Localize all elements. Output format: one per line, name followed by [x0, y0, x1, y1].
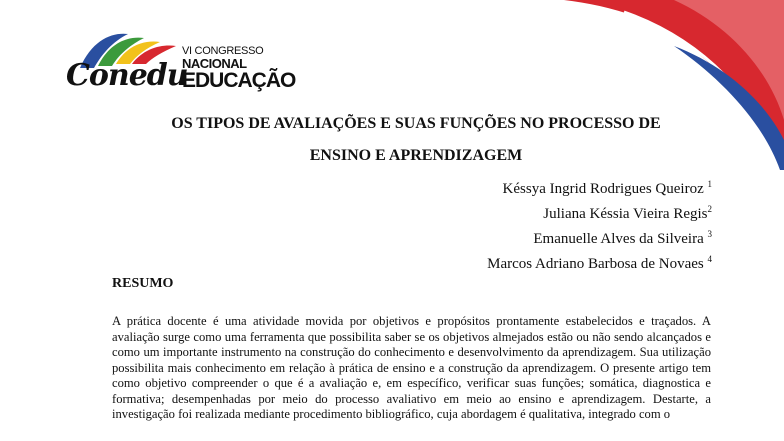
paper-title-line2: ENSINO E APRENDIZAGEM — [309, 147, 523, 164]
author-2: Juliana Késsia Vieira Regis$^2$ — [543, 204, 712, 222]
corner-decoration — [524, 0, 784, 170]
logo-line1: VI CONGRESSO — [182, 45, 264, 57]
author-3: Emanuelle Alves da Silveira $^3$ — [533, 229, 712, 247]
resumo-heading: RESUMO — [112, 276, 174, 291]
conedu-logo — [62, 30, 296, 100]
author-1: Késsya Ingrid Rodrigues Queiroz $^1$ — [502, 179, 712, 197]
abstract-text: A prática docente é uma atividade movida por objetivos e propósitos prontamente estabelecidos e traçados. A avaliação surge como uma ferramenta que possibilita saber se os objetivos almejados estão ou não sendo alcançados e como um importante instrumento na construção do conhecimento e desenvolvimento da aprendizagem. Sua utilização possibilita mais conhecimento em relação à prática de ensino e a construção da aprendizagem. O presente artigo tem como objetivo compreender o que é a avaliação e, em específico, verificar suas funções; somática, diagnostica e formativa; desempenhadas por meio do processo avaliativo em meio ao ensino e aprendizagem. Destarte, a investigação foi realizada mediante procedimento bibliográfico, cuja abordagem é qualitativa, integrado com o — [112, 314, 711, 421]
logo-text — [182, 46, 295, 91]
paper-title-line1: OS TIPOS DE AVALIAÇÕES E SUAS FUNÇÕES NO PROCESSO DE — [171, 115, 661, 132]
logo-line3: EDUCAÇÃO — [182, 69, 296, 92]
logo-line2: NACIONAL — [182, 56, 247, 71]
logo-script: Conedu — [66, 58, 188, 93]
author-4: Marcos Adriano Barbosa de Novaes $^4$ — [487, 254, 712, 272]
author-list — [487, 174, 712, 274]
